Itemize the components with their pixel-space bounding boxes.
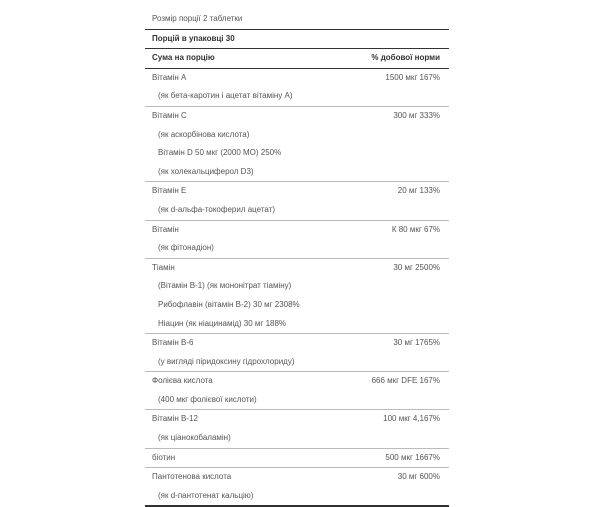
nutrient-row bbox=[145, 106, 449, 126]
amount-per-serving-header: Сума на порцію bbox=[152, 53, 215, 63]
servings-per-container-row bbox=[145, 29, 449, 49]
serving-size-text: Розмір порції 2 таблетки bbox=[152, 14, 243, 23]
nutrient-note-row bbox=[145, 144, 449, 163]
nutrient-note-row bbox=[145, 487, 449, 507]
nutrient-amount: 500 мкг 1667% bbox=[385, 452, 440, 462]
nutrient-name: Пантотенова кислота bbox=[152, 472, 232, 482]
nutrient-amount: 100 мкг 4,167% bbox=[383, 414, 440, 424]
nutrient-note-row bbox=[145, 87, 449, 106]
nutrient-note-row bbox=[145, 429, 449, 448]
nutrient-note-row bbox=[145, 163, 449, 182]
nutrient-row bbox=[145, 448, 449, 468]
nutrient-row bbox=[145, 68, 449, 88]
column-header-row bbox=[145, 48, 449, 68]
nutrient-note: (як d-альфа-токоферил ацетат) bbox=[158, 204, 276, 214]
nutrient-note-row bbox=[145, 391, 449, 410]
nutrient-name: Вітамін bbox=[152, 224, 179, 234]
nutrient-note-row bbox=[145, 277, 449, 296]
nutrient-amount: 666 мкг DFE 167% bbox=[371, 376, 440, 386]
nutrient-name: Вітамін А bbox=[152, 72, 187, 82]
nutrient-note: (як бета-каротин і ацетат вітаміну А) bbox=[158, 91, 293, 101]
nutrient-amount: 1500 мкг 167% bbox=[385, 72, 440, 82]
nutrient-name: Фолієва кислота bbox=[152, 376, 213, 386]
nutrient-amount: 300 мг 333% bbox=[393, 110, 440, 120]
nutrient-note: Рибофлавін (вітамін В-2) 30 мг 2308% bbox=[158, 299, 300, 309]
nutrient-note: Ніацин (як ніацинамід) 30 мг 188% bbox=[158, 318, 287, 328]
nutrient-note: Вітамін D 50 мкг (2000 МО) 250% bbox=[158, 148, 282, 158]
nutrient-row bbox=[145, 409, 449, 429]
nutrient-name: біотин bbox=[152, 452, 176, 462]
nutrient-row bbox=[145, 333, 449, 353]
nutrient-amount: 20 мг 133% bbox=[397, 186, 440, 196]
nutrient-row bbox=[145, 181, 449, 201]
nutrient-note: (як аскорбінова кислота) bbox=[158, 129, 250, 139]
nutrient-amount: 30 мг 600% bbox=[397, 472, 440, 482]
nutrient-amount: 30 мг 1765% bbox=[393, 338, 440, 348]
nutrient-note: (Вітамін В-1) (як мононітрат тіаміну) bbox=[158, 281, 292, 291]
serving-size-row bbox=[145, 10, 449, 29]
nutrient-note: (як ціанокобаламін) bbox=[158, 433, 231, 443]
nutrient-row bbox=[145, 258, 449, 278]
nutrient-note: (як холекальциферол D3) bbox=[158, 166, 254, 176]
nutrient-row bbox=[145, 467, 449, 487]
nutrient-note-row bbox=[145, 239, 449, 258]
nutrient-name: Вітамін В-6 bbox=[152, 338, 194, 348]
nutrient-name: Вітамін В-12 bbox=[152, 414, 198, 424]
nutrient-amount: 30 мг 2500% bbox=[393, 262, 440, 272]
nutrient-note-row bbox=[145, 315, 449, 334]
nutrient-note: (як фітонадіон) bbox=[158, 243, 214, 253]
nutrient-row bbox=[145, 220, 449, 240]
supplement-facts-table bbox=[145, 10, 449, 507]
nutrient-row bbox=[145, 371, 449, 391]
daily-value-header: % добової норми bbox=[371, 53, 440, 63]
nutrient-note: (400 мкг фолієвої кислоти) bbox=[158, 394, 257, 404]
nutrient-name: Тіамін bbox=[152, 262, 175, 272]
nutrient-note: (у вигляді піридоксину гідрохлориду) bbox=[158, 356, 295, 366]
nutrient-amount: К 80 мкг 67% bbox=[391, 224, 440, 234]
nutrient-note: (як d-пантотенат кальцію) bbox=[158, 490, 254, 500]
servings-per-container-text: Порцій в упаковці 30 bbox=[152, 33, 235, 43]
nutrient-note-row bbox=[145, 201, 449, 220]
nutrient-note-row bbox=[145, 126, 449, 145]
nutrient-note-row bbox=[145, 296, 449, 315]
nutrient-name: Вітамін С bbox=[152, 110, 187, 120]
nutrient-note-row bbox=[145, 353, 449, 372]
nutrient-name: Вітамін Е bbox=[152, 186, 187, 196]
